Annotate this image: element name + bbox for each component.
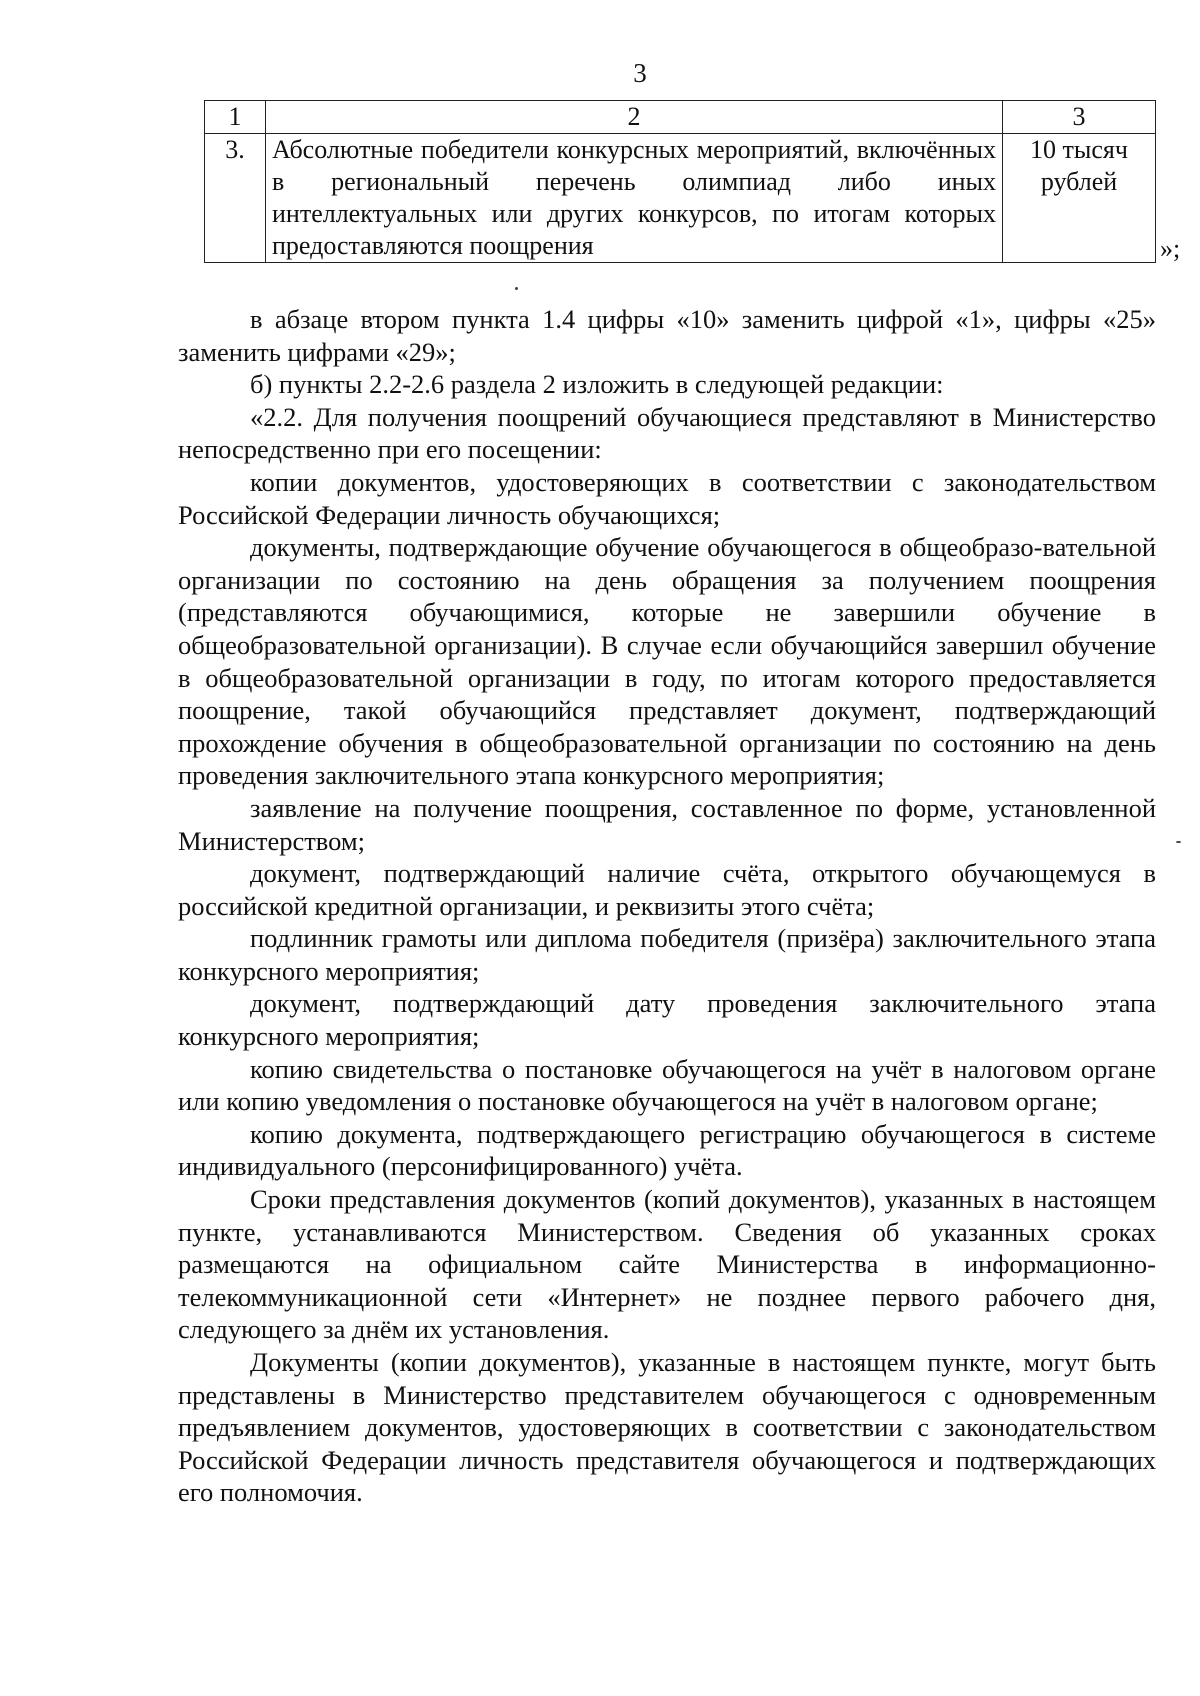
paragraph: б) пункты 2.2-2.6 раздела 2 изложить в следующей редакции: [250, 369, 944, 400]
paragraph: заявление на получение поощрения, составленное по форме, установленной Министерством; [178, 792, 1156, 856]
row-description-cell: Абсолютные победители конкурсных мероприятий, включённых в региональный перечень олимпиад либо иных интеллектуальных или других конкурсов, по итогам которых предоставляются поощрения [266, 134, 1003, 263]
table-header-row [205, 101, 1156, 134]
paragraph: Документы (копии документов), указанные в настоящем пункте, могут быть представлены в Министерство представителем обучающегося с одновременным предъявлением документов, удостоверяющих в соответствии с законодательством Российской Федерации личность представителя обучающегося и подтверждающих его полномочия. [178, 1347, 1156, 1508]
paragraph: копии документов, удостоверяющих в соответствии с законодательством Российской Федерации личность обучающихся; [178, 466, 1156, 530]
page-number: 3 [633, 58, 647, 88]
paragraph: документ, подтверждающий наличие счёта, открытого обучающемуся в российской кредитной организации, и реквизиты этого счёта; [178, 858, 1156, 921]
closing-quote-mark: »; [1160, 234, 1181, 263]
paragraph: копию свидетельства о постановке обучающегося на учёт в налоговом органе или копию уведомления о постановке обучающегося на учёт в налоговом органе; [178, 1053, 1156, 1117]
row-amount-cell: 10 тысяч рублей [1003, 134, 1156, 263]
paragraph: документ, подтверждающий дату проведения заключительного этапа конкурсного мероприятия; [178, 988, 1156, 1052]
paragraph: копию документа, подтверждающего регистрацию обучающегося в системе индивидуального (персонифицированного) учёта. [178, 1118, 1156, 1182]
paragraph: Сроки представления документов (копий документов), указанных в настоящем пункте, устанавливаются Министерством. Сведения об указанных сроках размещаются на официальном сайте Министерства в информационно-телекоммуникационной сети «Интернет» не позднее первого рабочего дня, следующего за днём их установления. [178, 1184, 1156, 1345]
document-body [178, 303, 1156, 1509]
amendment-table [204, 100, 1156, 263]
table-header-cell: 3 [1003, 101, 1156, 134]
paragraph: подлинник грамоты или диплома победителя (призёра) заключительного этапа конкурсного мероприятия; [178, 923, 1156, 986]
row-number-cell: 3. [205, 134, 266, 263]
table-header-cell: 2 [266, 101, 1003, 134]
table-row [205, 134, 1156, 263]
scan-speck [1176, 841, 1181, 843]
paragraph: в абзаце втором пункта 1.4 цифры «10» заменить цифрой «1», цифры «25» заменить цифрами «29»; [178, 304, 1156, 367]
paragraph: «2.2. Для получения поощрений обучающиеся представляют в Министерство непосредственно при его посещении: [178, 401, 1156, 465]
scan-speck [515, 287, 518, 290]
paragraph: документы, подтверждающие обучение обучающегося в общеобразо-вательной организации по состоянию на день обращения за получением поощрения (представляются обучающимися, которые не завершили обучение в общеобразовательной организации). В случае если обучающийся завершил обучение в общеобразовательной организации в году, по итогам которого предоставляется поощрение, такой обучающийся представляет документ, подтверждающий прохождение обучения в общеобразовательной организации по состоянию на день проведения заключительного этапа конкурсного мероприятия; [178, 532, 1156, 791]
table-header-cell: 1 [205, 101, 266, 134]
